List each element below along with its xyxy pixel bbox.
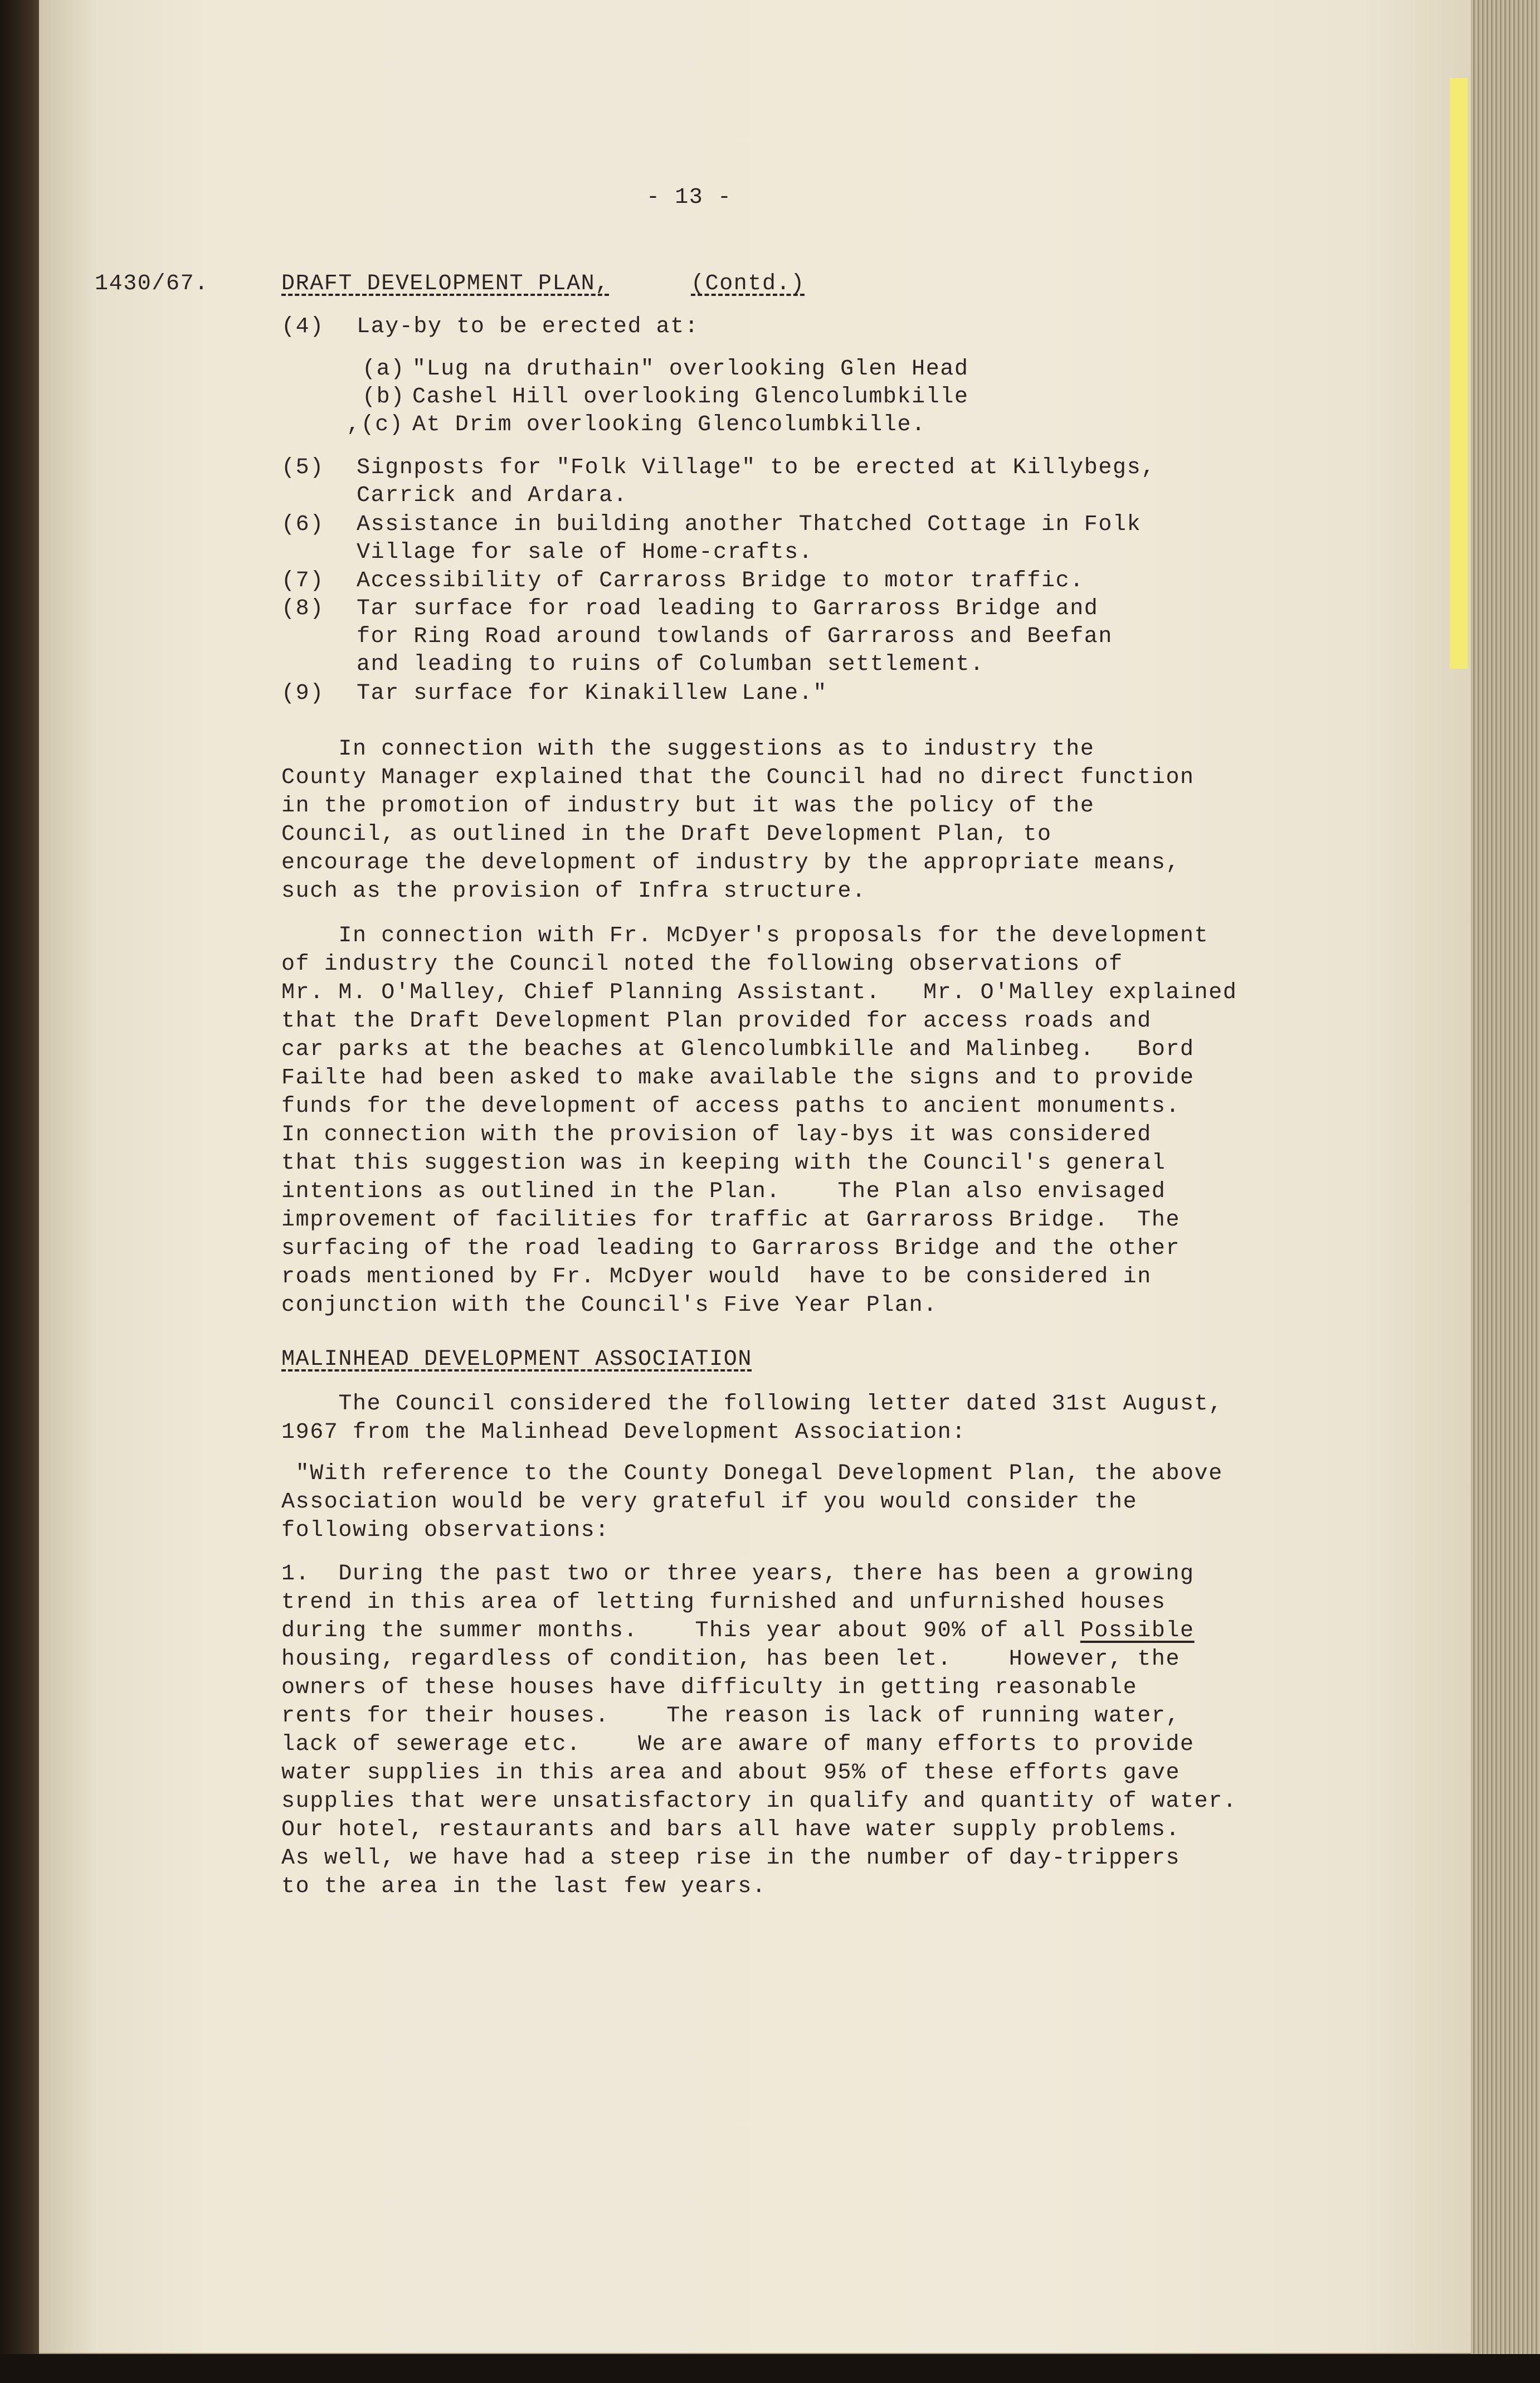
paragraph-line: that this suggestion was in keeping with the Council's general xyxy=(281,1151,1166,1176)
list-item: Signposts for "Folk Village" to be erected at Killybegs, xyxy=(357,455,1156,480)
paragraph-line: in the promotion of industry but it was the policy of the xyxy=(281,794,1095,819)
paragraph-line: Failte had been asked to make available the signs and to provide xyxy=(281,1066,1195,1091)
list-item: Lay-by to be erected at: xyxy=(357,314,699,339)
paragraph-line: of industry the Council noted the following observations of xyxy=(281,952,1123,977)
paragraph-line: car parks at the beaches at Glencolumbkille and Malinbeg. Bord xyxy=(281,1037,1195,1062)
letter-line: Association would be very grateful if you would consider the xyxy=(281,1490,1138,1515)
list-number: (4) xyxy=(281,314,324,339)
letter-line: owners of these houses have difficulty in getting reasonable xyxy=(281,1675,1138,1700)
paragraph-line: that the Draft Development Plan provided for access roads and xyxy=(281,1009,1152,1034)
paragraph-line: improvement of facilities for traffic at Garraross Bridge. The xyxy=(281,1208,1181,1233)
letter-line: rents for their houses. The reason is lack of running water, xyxy=(281,1704,1181,1729)
list-number: (b) xyxy=(362,385,405,410)
paragraph-line: 1967 from the Malinhead Development Association: xyxy=(281,1420,966,1445)
letter-line: "With reference to the County Donegal Development Plan, the above xyxy=(281,1461,1223,1486)
minute-reference: 1430/67. xyxy=(95,271,209,296)
paragraph-line: funds for the development of access paths to ancient monuments. xyxy=(281,1094,1181,1119)
list-number: (a) xyxy=(362,357,405,382)
list-number: (6) xyxy=(281,512,324,537)
list-item-continued: Village for sale of Home-crafts. xyxy=(357,540,813,565)
letter-line: lack of sewerage etc. We are aware of many efforts to provide xyxy=(281,1732,1195,1757)
list-item-continued: Carrick and Ardara. xyxy=(357,483,628,508)
letter-line: housing, regardless of condition, has been let. However, the xyxy=(281,1647,1181,1672)
list-item: Assistance in building another Thatched Cottage in Folk xyxy=(357,512,1142,537)
list-item: Tar surface for road leading to Garraross Bridge and xyxy=(357,596,1099,621)
heading-contd: (Contd.) xyxy=(691,271,805,296)
paragraph-line: such as the provision of Infra structure. xyxy=(281,879,866,904)
list-item: Accessibility of Carraross Bridge to motor traffic. xyxy=(357,568,1084,594)
paragraph-line: In connection with the suggestions as to industry the xyxy=(281,737,1095,762)
paragraph-line: In connection with the provision of lay-bys it was considered xyxy=(281,1122,1152,1147)
heading-malinhead-development-association: MALINHEAD DEVELOPMENT ASSOCIATION xyxy=(281,1347,752,1372)
paragraph-line: intentions as outlined in the Plan. The Plan also envisaged xyxy=(281,1179,1166,1204)
paragraph-line: The Council considered the following letter dated 31st August, xyxy=(281,1392,1223,1417)
page-number: - 13 - xyxy=(646,185,732,210)
letter-line: to the area in the last few years. xyxy=(281,1874,767,1899)
paragraph-line: conjunction with the Council's Five Year Plan. xyxy=(281,1293,938,1318)
letter-line xyxy=(281,1617,1195,1645)
list-number: ,(c) xyxy=(347,412,404,437)
paragraph-line: roads mentioned by Fr. McDyer would have to be considered in xyxy=(281,1265,1152,1290)
heading-draft-development-plan: DRAFT DEVELOPMENT PLAN, xyxy=(281,271,610,296)
letter-line: trend in this area of letting furnished and unfurnished houses xyxy=(281,1590,1166,1615)
letter-line: Our hotel, restaurants and bars all have water supply problems. xyxy=(281,1817,1181,1842)
underlined-word: Possible xyxy=(1080,1618,1195,1643)
list-item: Tar surface for Kinakillew Lane." xyxy=(357,681,827,706)
letter-line: water supplies in this area and about 95% of these efforts gave xyxy=(281,1760,1181,1786)
list-item: At Drim overlooking Glencolumbkille. xyxy=(412,412,926,437)
list-number: (5) xyxy=(281,455,324,480)
letter-line-text: during the summer months. This year about 90% of all xyxy=(281,1618,1080,1643)
letter-line: supplies that were unsatisfactory in qualify and quantity of water. xyxy=(281,1789,1237,1814)
letter-line: following observations: xyxy=(281,1518,610,1543)
paragraph-line: In connection with Fr. McDyer's proposals for the development xyxy=(281,923,1209,949)
paragraph-line: Mr. M. O'Malley, Chief Planning Assistant. Mr. O'Malley explained xyxy=(281,980,1237,1005)
list-item: Cashel Hill overlooking Glencolumbkille xyxy=(412,385,969,410)
paragraph-line: County Manager explained that the Council had no direct function xyxy=(281,765,1195,790)
letter-line: As well, we have had a steep rise in the number of day-trippers xyxy=(281,1846,1181,1871)
paragraph-line: encourage the development of industry by the appropriate means, xyxy=(281,850,1181,876)
list-item-continued: for Ring Road around towlands of Garraross and Beefan xyxy=(357,624,1113,649)
paragraph-line: Council, as outlined in the Draft Development Plan, to xyxy=(281,822,1052,847)
list-item: "Lug na druthain" overlooking Glen Head xyxy=(412,357,969,382)
list-number: (9) xyxy=(281,681,324,706)
paragraph-line: surfacing of the road leading to Garraross Bridge and the other xyxy=(281,1236,1181,1261)
list-number: (7) xyxy=(281,568,324,594)
letter-line: 1. During the past two or three years, there has been a growing xyxy=(281,1562,1195,1587)
list-item-continued: and leading to ruins of Columban settlement. xyxy=(357,652,985,677)
list-number: (8) xyxy=(281,596,324,621)
